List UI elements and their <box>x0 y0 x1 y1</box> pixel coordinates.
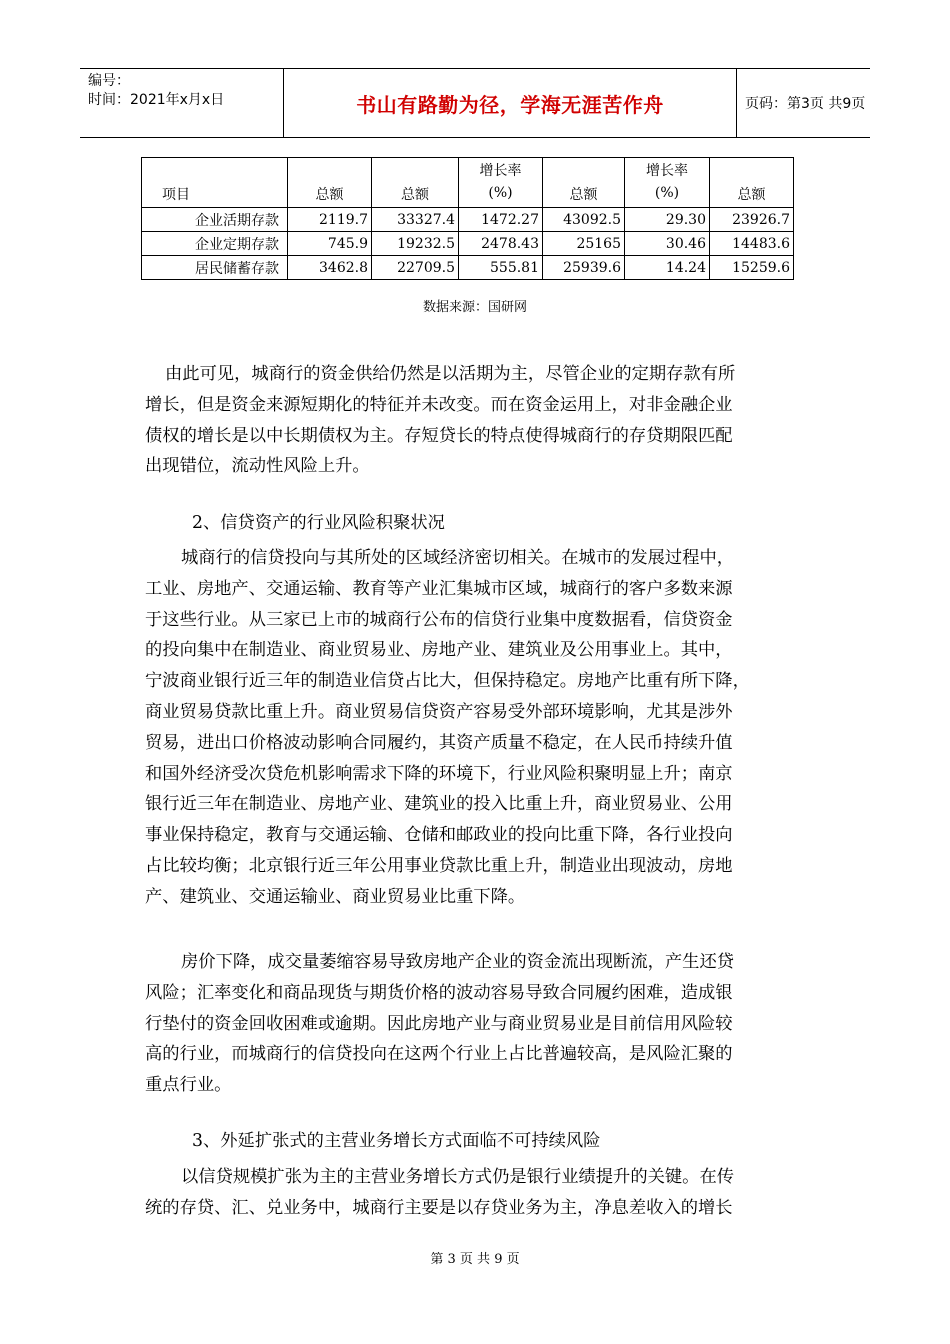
header-total-3: 总额 <box>543 158 625 208</box>
table-cell: 2119.7 <box>288 208 372 232</box>
paragraph-2 <box>145 543 805 913</box>
table-row <box>142 232 794 256</box>
text-line: 城商行的信贷投向与其所处的区域经济密切相关。在城市的发展过程中， <box>181 548 735 568</box>
text-line: 产、建筑业、交通运输业、商业贸易业比重下降。 <box>145 886 526 907</box>
page-footer: 第 3 页 共 9 页 <box>430 1252 520 1267</box>
table-cell: 25939.6 <box>543 256 625 280</box>
paragraph-3 <box>145 947 805 1101</box>
header-motto-cell <box>284 69 737 137</box>
table-row <box>142 208 794 232</box>
motto-text: 书山有路勤为径，学海无涯苦作舟 <box>356 92 664 117</box>
text-line: 高的行业，而城商行的信贷投向在这两个行业上占比普遍较高，是风险汇聚的 <box>145 1044 733 1065</box>
header-growth-1 <box>459 158 543 208</box>
page-number-label: 页码：第3页 共9页 <box>745 96 866 112</box>
table-cell: 43092.5 <box>543 208 625 232</box>
table-cell: 14.24 <box>625 256 710 280</box>
text-line: 出现错位，流动性风险上升。 <box>145 456 370 477</box>
table-cell: 555.81 <box>459 256 543 280</box>
table-cell: 25165 <box>543 232 625 256</box>
text-line: 风险；汇率变化和商品现货与期货价格的波动容易导致合同履约困难，造成银 <box>145 982 733 1003</box>
paragraph-1 <box>145 359 805 482</box>
table-cell: 2478.43 <box>459 232 543 256</box>
table-cell: 745.9 <box>288 232 372 256</box>
table-cell: 19232.5 <box>372 232 459 256</box>
page-header <box>80 68 870 138</box>
row-label: 企业活期存款 <box>142 208 288 232</box>
table-cell: 1472.27 <box>459 208 543 232</box>
table-cell: 14483.6 <box>710 232 794 256</box>
header-growth-2 <box>625 158 710 208</box>
text-line: 的投向集中在制造业、商业贸易业、房地产业、建筑业及公用事业上。其中， <box>145 640 733 661</box>
text-line: 房价下降，成交量萎缩容易导致房地产企业的资金流出现断流，产生还贷 <box>181 952 735 972</box>
text-line: 债权的增长是以中长期债权为主。存短贷长的特点使得城商行的存贷期限匹配 <box>145 425 733 446</box>
table-cell: 23926.7 <box>710 208 794 232</box>
header-growth-2-unit: (%) <box>654 185 680 201</box>
paragraph-4 <box>145 1162 805 1224</box>
text-line: 以信贷规模扩张为主的主营业务增长方式仍是银行业绩提升的关键。在传 <box>181 1167 735 1187</box>
text-line: 银行近三年在制造业、房地产业、建筑业的投入比重上升，商业贸易业、公用 <box>145 794 733 815</box>
section-heading-2: 2、信贷资产的行业风险积聚状况 <box>192 513 445 533</box>
header-total-2: 总额 <box>372 158 459 208</box>
text-line: 宁波商业银行近三年的制造业信贷占比大，但保持稳定。房地产比重有所下降， <box>145 671 750 692</box>
text-line: 增长，但是资金来源短期化的特征并未改变。而在资金运用上，对非金融企业 <box>145 394 733 415</box>
number-label: 编号： <box>88 73 130 89</box>
header-info-cell <box>80 69 284 137</box>
header-growth-1-unit: (%) <box>488 185 513 201</box>
text-line: 占比较均衡；北京银行近三年公用事业贷款比重上升，制造业出现波动，房地 <box>145 855 733 876</box>
row-label: 居民储蓄存款 <box>142 256 288 280</box>
text-line: 贸易，进出口价格波动影响合同履约，其资产质量不稳定，在人民币持续升值 <box>145 732 733 753</box>
text-line: 商业贸易贷款比重上升。商业贸易信贷资产容易受外部环境影响，尤其是涉外 <box>145 701 733 722</box>
text-line: 和国外经济受次贷危机影响需求下降的环境下，行业风险积聚明显上升；南京 <box>145 763 733 784</box>
table-cell: 3462.8 <box>288 256 372 280</box>
header-item: 项目 <box>142 158 288 208</box>
text-line: 事业保持稳定，教育与交通运输、仓储和邮政业的投向比重下降，各行业投向 <box>145 825 733 846</box>
text-line: 工业、房地产、交通运输、教育等产业汇集城市区域，城商行的客户多数来源 <box>145 578 733 599</box>
header-growth-2-label: 增长率 <box>646 163 688 179</box>
data-source-note: 数据来源：国研网 <box>422 300 527 315</box>
deposit-table <box>141 157 794 280</box>
text-line: 行垫付的资金回收困难或逾期。因此房地产业与商业贸易业是目前信用风险较 <box>145 1013 733 1034</box>
table-cell: 30.46 <box>625 232 710 256</box>
time-label: 时间：2021年x月x日 <box>88 92 225 108</box>
table-cell: 29.30 <box>625 208 710 232</box>
table-cell: 15259.6 <box>710 256 794 280</box>
table-cell: 33327.4 <box>372 208 459 232</box>
table-cell: 22709.5 <box>372 256 459 280</box>
row-label: 企业定期存款 <box>142 232 288 256</box>
header-total-1: 总额 <box>288 158 372 208</box>
text-line: 由此可见，城商行的资金供给仍然是以活期为主，尽管企业的定期存款有所 <box>165 364 736 384</box>
header-growth-1-label: 增长率 <box>479 163 522 179</box>
section-heading-3: 3、外延扩张式的主营业务增长方式面临不可持续风险 <box>192 1131 601 1151</box>
text-line: 重点行业。 <box>145 1075 232 1096</box>
table-row <box>142 256 794 280</box>
header-total-4: 总额 <box>710 158 794 208</box>
text-line: 于这些行业。从三家已上市的城商行公布的信贷行业集中度数据看，信贷资金 <box>145 609 733 630</box>
table-header-row <box>142 158 794 208</box>
text-line: 统的存贷、汇、兑业务中，城商行主要是以存贷业务为主，净息差收入的增长 <box>145 1197 733 1218</box>
